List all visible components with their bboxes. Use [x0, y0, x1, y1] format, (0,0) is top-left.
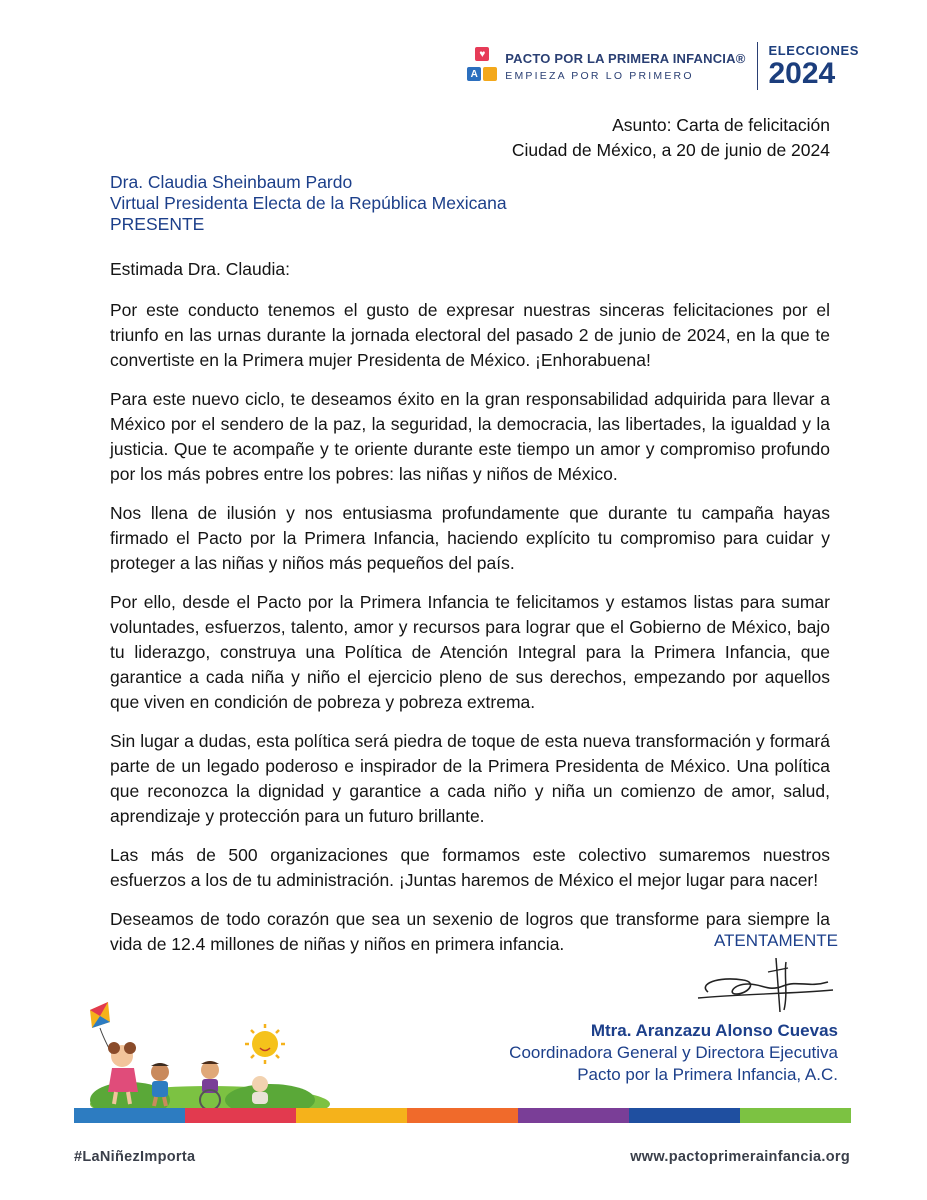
children-illustration	[60, 1000, 340, 1110]
signer-organization: Pacto por la Primera Infancia, A.C.	[577, 1065, 838, 1084]
letter-body	[110, 257, 830, 971]
color-bar-segment	[629, 1108, 740, 1123]
place-date: Ciudad de México, a 20 de junio de 2024	[511, 140, 830, 160]
subject-block	[512, 113, 830, 163]
ppi-logo	[467, 47, 745, 85]
greeting: Estimada Dra. Claudia:	[110, 259, 290, 279]
color-bar	[74, 1108, 851, 1123]
sun-icon	[245, 1024, 285, 1064]
org-tagline: EMPIEZA POR LO PRIMERO	[505, 69, 694, 82]
color-bar-segment	[740, 1108, 851, 1123]
paragraph: Para este nuevo ciclo, te deseamos éxito en la gran responsabilidad adquirida para llevar a México por el sendero de la paz, la seguridad, la democracia, las libertades, la igualdad y la justicia. Que te acompañe y te oriente durante este tiempo un amor y compromiso profundo por los más pobres entre los pobres: las niñas y niños de México.	[110, 389, 830, 484]
signer-position: Coordinadora General y Directora Ejecutiva	[509, 1043, 838, 1062]
header-logos	[467, 42, 859, 90]
color-bar-segment	[407, 1108, 518, 1123]
heart-icon: ♥	[475, 47, 489, 61]
paragraph: Nos llena de ilusión y nos entusiasma profundamente que durante tu campaña hayas firmado el Pacto por la Primera Infancia, haciendo explícito tu compromiso para cuidar y proteger a las niñas y niños más pequeños del país.	[110, 503, 830, 573]
signer-name: Mtra. Aranzazu Alonso Cuevas	[590, 1021, 838, 1040]
recipient-block	[110, 172, 507, 235]
color-bar-segment	[518, 1108, 629, 1123]
closing: ATENTAMENTE	[713, 931, 838, 950]
paragraph: Deseamos de todo corazón que sea un sexenio de logros que transforme para siempre la vida de 12.4 millones de niñas y niños en primera infancia.	[110, 909, 830, 954]
color-bar-segment	[74, 1108, 185, 1123]
subject-line: Asunto: Carta de felicitación	[612, 115, 830, 135]
color-bar-segment	[185, 1108, 296, 1123]
logo-letter-a: A	[467, 67, 481, 81]
recipient-name: Dra. Claudia Sheinbaum Pardo	[110, 172, 353, 192]
handwritten-signature	[688, 954, 838, 1016]
recipient-presente: PRESENTE	[110, 214, 205, 234]
logo-block-yellow	[483, 67, 497, 81]
paragraph: Sin lugar a dudas, esta política será piedra de toque de esta nueva transformación y formará parte de un legado poderoso e inspirador de la Primera Presidenta de México. Una política que reconozca la dignidad y garantice a cada niño y niña un comienzo de amor, salud, aprendizaje y protección para un futuro brillante.	[110, 731, 830, 826]
recipient-title: Virtual Presidenta Electa de la República Mexicana	[110, 193, 507, 213]
elections-year: 2024	[768, 57, 836, 90]
elections-logo	[768, 43, 859, 89]
color-bar-segment	[296, 1108, 407, 1123]
logo-blocks	[467, 47, 497, 85]
signature-block	[509, 930, 838, 1086]
paragraph: Por ello, desde el Pacto por la Primera Infancia te felicitamos y estamos listas para sumar voluntades, esfuerzos, talento, amor y recursos para lograr que el Gobierno de México, bajo tu liderazgo, construya una Política de Atención Integral para la Primera Infancia, que garantice a cada niña y niño el ejercicio pleno de sus derechos, empezando por aquellos que viven en condición de pobreza y pobreza extrema.	[110, 592, 830, 712]
hashtag: #LaNiñezImporta	[74, 1149, 196, 1165]
website-link[interactable]: www.pactoprimerainfancia.org	[630, 1149, 850, 1165]
paragraph: Por este conducto tenemos el gusto de expresar nuestras sinceras felicitaciones por el triunfo en las urnas durante la jornada electoral del pasado 2 de junio de 2024, en la que te convertiste en la Primera mujer Presidenta de México. ¡Enhorabuena!	[110, 300, 830, 370]
header-divider	[757, 42, 758, 90]
org-title: PACTO POR LA PRIMERA INFANCIA®	[505, 50, 746, 66]
elections-label: ELECCIONES	[768, 43, 859, 58]
paragraph: Las más de 500 organizaciones que formamos este colectivo sumaremos nuestros esfuerzos a los de tu administración. ¡Juntas haremos de México el mejor lugar para nacer!	[110, 845, 830, 890]
